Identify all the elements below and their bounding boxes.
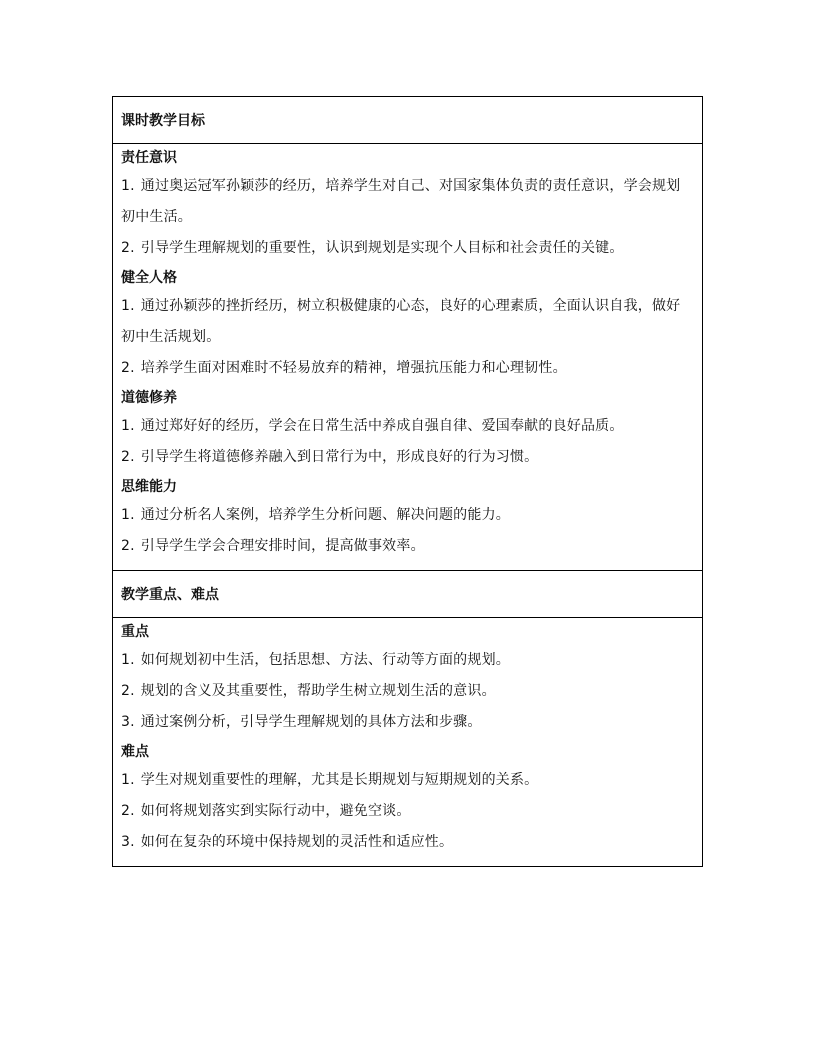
key-points-body <box>113 621 702 866</box>
group-heading: 重点 <box>121 624 149 640</box>
key-points-title: 教学重点、难点 <box>121 587 219 603</box>
list-item: 2. 规划的含义及其重要性，帮助学生树立规划生活的意识。 <box>121 683 496 699</box>
group-heading: 道德修养 <box>121 390 177 406</box>
group-heading: 健全人格 <box>121 270 177 286</box>
list-item: 1. 学生对规划重要性的理解，尤其是长期规划与短期规划的关系。 <box>121 772 539 788</box>
lesson-plan-table <box>112 96 703 867</box>
objectives-header <box>113 97 702 144</box>
list-item: 1. 通过郑好好的经历，学会在日常生活中养成自强自律、爱国奉献的良好品质。 <box>121 418 624 434</box>
group-heading: 难点 <box>121 744 149 760</box>
group-heading: 思维能力 <box>121 479 177 495</box>
objectives-title: 课时教学目标 <box>121 113 205 129</box>
list-item: 3. 通过案例分析，引导学生理解规划的具体方法和步骤。 <box>121 714 482 730</box>
list-item: 1. 通过分析名人案例，培养学生分析问题、解决问题的能力。 <box>121 507 510 523</box>
list-item: 2. 如何将规划落实到实际行动中，避免空谈。 <box>121 803 411 819</box>
objectives-body <box>113 147 702 571</box>
list-item: 2. 引导学生将道德修养融入到日常行为中，形成良好的行为习惯。 <box>121 449 539 465</box>
list-item: 2. 培养学生面对困难时不轻易放弃的精神，增强抗压能力和心理韧性。 <box>121 360 567 376</box>
list-item: 1. 如何规划初中生活，包括思想、方法、行动等方面的规划。 <box>121 652 510 668</box>
key-points-header <box>113 571 702 618</box>
list-item: 1. 通过孙颖莎的挫折经历，树立积极健康的心态，良好的心理素质，全面认识自我，做好初中生活规划。 <box>121 298 681 345</box>
group-heading: 责任意识 <box>121 150 177 166</box>
list-item: 3. 如何在复杂的环境中保持规划的灵活性和适应性。 <box>121 834 454 850</box>
list-item: 2. 引导学生理解规划的重要性，认识到规划是实现个人目标和社会责任的关键。 <box>121 240 624 256</box>
list-item: 1. 通过奥运冠军孙颖莎的经历，培养学生对自己、对国家集体负责的责任意识，学会规划初中生活。 <box>121 178 681 225</box>
list-item: 2. 引导学生学会合理安排时间，提高做事效率。 <box>121 538 425 554</box>
